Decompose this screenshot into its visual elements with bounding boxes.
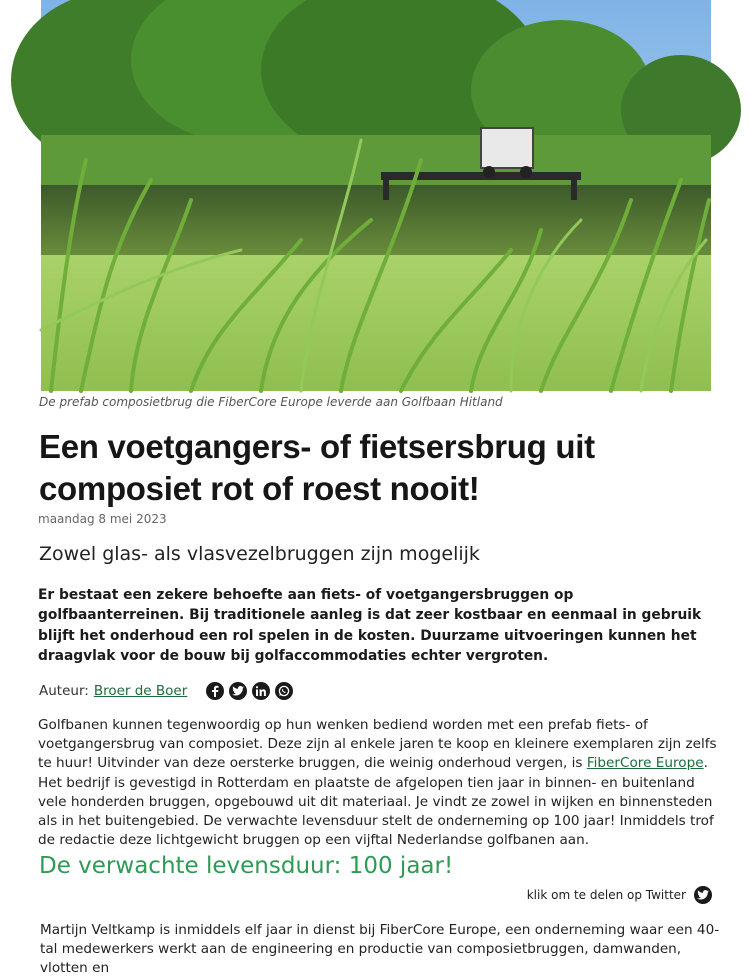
body-paragraph-2: Martijn Veltkamp is inmiddels elf jaar in dienst bij FiberCore Europe, een onderneming waar een 40-tal medewerkers werkt aan de engineering en productie van composietbruggen, damwanden, vlotten en bbox=[40, 922, 720, 977]
author-label: Auteur: bbox=[39, 683, 89, 699]
paragraph-text-after-link: . Het bedrijf is gevestigd in Rotterdam en plaatste de afgelopen tien jaar in binnen- en buitenland vele honderden bruggen, opgebouwd uit dit materiaal. Je vindt ze zowel in wijken en binnensteden als in het buitengebied. De verwachte levensduur stelt de onderneming op 100 jaar! Inmiddels trof de redactie deze lichtgewicht bruggen op een vijftal Nederlandse golfbanen aan. bbox=[38, 755, 714, 849]
hero-image bbox=[41, 0, 711, 391]
tweet-label: klik om te delen op Twitter bbox=[526, 888, 686, 902]
body-paragraph-1 bbox=[38, 716, 718, 850]
article-lead: Er bestaat een zekere behoefte aan fiets- of voetgangersbruggen op golfbaanterreinen. Bij traditionele aanleg is dat zeer kostbaar en eenmaal in gebruik blijft het onderhoud een rol spelen in de kosten. Duurzame uitvoeringen kunnen het draagvlak voor de bouw bij golfaccommodaties echter vergroten. bbox=[38, 587, 702, 664]
paragraph-text-before-link: Golfbanen kunnen tegenwoordig op hun wenken bediend worden met een prefab fiets- of voetgangersbrug van composiet. Deze zijn al enkele jaren te koop en kleinere exemplaren zijn zelfs te huur! Uitvinder van deze oersterke bruggen, die weinig onderhoud vergen, is bbox=[38, 717, 717, 772]
fibercore-link[interactable]: FiberCore Europe bbox=[586, 755, 704, 772]
golf-bridge-photo bbox=[41, 0, 711, 391]
click-to-tweet[interactable] bbox=[527, 886, 712, 904]
article-subtitle: Zowel glas- als vlasvezelbruggen zijn mogelijk bbox=[39, 543, 480, 565]
twitter-icon bbox=[694, 886, 712, 904]
twitter-icon[interactable] bbox=[229, 682, 247, 700]
image-caption: De prefab composietbrug die FiberCore Europe leverde aan Golfbaan Hitland bbox=[39, 395, 503, 409]
linkedin-icon[interactable] bbox=[252, 682, 270, 700]
author-line bbox=[39, 682, 293, 700]
share-icons bbox=[206, 682, 293, 700]
section-heading: De verwachte levensduur: 100 jaar! bbox=[39, 853, 454, 879]
article-title: Een voetgangers- of fietsersbrug uit composiet rot of roest nooit! bbox=[39, 428, 595, 507]
author-link[interactable]: Broer de Boer bbox=[93, 683, 188, 699]
whatsapp-icon[interactable] bbox=[275, 682, 293, 700]
publish-date: maandag 8 mei 2023 bbox=[38, 512, 167, 526]
facebook-icon[interactable] bbox=[206, 682, 224, 700]
